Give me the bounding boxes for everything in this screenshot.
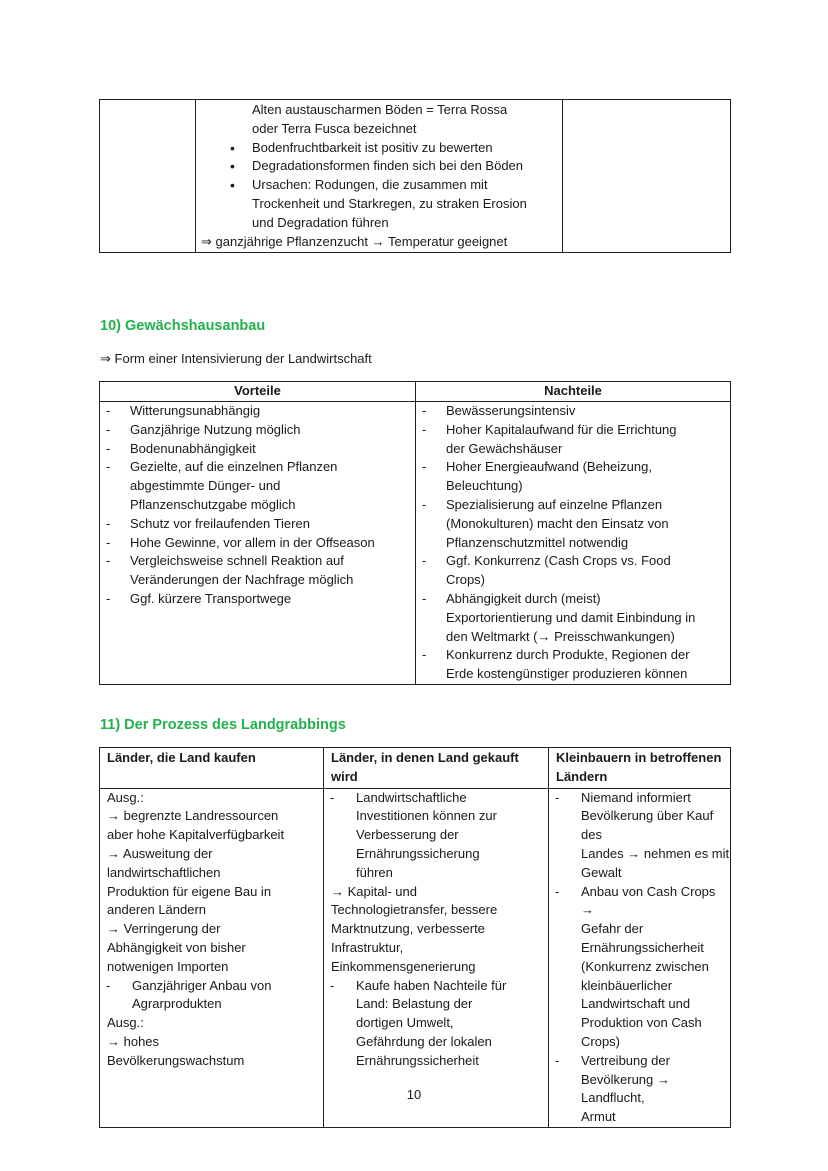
buyers-line: Produktion für eigene Bau in [107, 883, 272, 899]
list-item-line: dortigen Umwelt, [356, 1015, 454, 1031]
list-item-line: - Vergleichsweise schnell Reaktion auf [130, 553, 344, 569]
buyers-line: Ausg.: [107, 789, 144, 805]
list-item-line: - Hoher Energieaufwand (Beheizung, [446, 459, 652, 475]
buyers-line: → begrenzte Landressourcen [107, 808, 279, 824]
host-line: Einkommensgenerierung [331, 958, 476, 974]
column-header-smallholders [549, 748, 731, 789]
list-item-line: und Degradation führen [252, 214, 389, 230]
list-item [416, 496, 730, 552]
lead-line: oder Terra Fusca bezeichnet [252, 120, 417, 136]
host-dash-list-2 [324, 977, 548, 1071]
list-item-line: Gewalt [581, 864, 622, 880]
buyers-line: → Ausweitung der [107, 845, 213, 861]
list-item-line: Beleuchtung) [446, 478, 523, 494]
list-item-line: (Konkurrenz zwischen [581, 958, 709, 974]
list-item [549, 883, 730, 1052]
buyers-line: anderen Ländern [107, 902, 207, 918]
list-item-line: Pflanzenschutzmittel notwendig [446, 534, 629, 550]
list-item [196, 157, 562, 176]
list-item-line: • Degradationsformen finden sich bei den Böden [252, 158, 524, 174]
list-item-line: führen [356, 864, 393, 880]
smallholders-cell [549, 788, 731, 1127]
host-line: Technologietransfer, bessere [331, 902, 498, 918]
host-line: → Kapital- und [331, 883, 417, 899]
list-item [100, 458, 415, 514]
column-header-nachteile: Nachteile [416, 382, 731, 402]
list-item-line: - Ggf. Konkurrenz (Cash Crops vs. Food [446, 553, 671, 569]
conclusion-text: ganzjährige Pflanzenzucht → Temperatur geeignet [215, 233, 508, 249]
buyers-text [100, 789, 323, 977]
list-item-line: - Vertreibung der [581, 1052, 670, 1068]
list-item [416, 552, 730, 590]
nachteile-cell [416, 402, 731, 685]
list-item-line: der Gewächshäuser [446, 440, 563, 456]
table-landgrabbing [99, 747, 731, 1128]
list-item-line: - Hohe Gewinne, vor allem in der Offseason [130, 534, 375, 550]
conclusion-line [196, 233, 562, 252]
list-item-line: Agrarprodukten [132, 996, 222, 1012]
list-item-line: den Weltmarkt (→ Preisschwankungen) [446, 628, 675, 644]
buyers-tail-line: Ausg.: [107, 1015, 144, 1031]
list-item-line: Bevölkerung über Kauf des [581, 808, 714, 843]
list-item-line: - Witterungsunabhängig [130, 403, 261, 418]
list-item-line: Armut [581, 1109, 616, 1125]
list-item-line: Ernährungssicherheit [581, 939, 704, 955]
list-item-line: Ernährungssicherheit [356, 1052, 479, 1068]
nachteile-list [416, 402, 730, 684]
list-item-line: - Bodenunabhängigkeit [130, 440, 256, 456]
list-item-line: Exportorientierung und damit Einbindung in [446, 609, 696, 625]
list-item-line: - Kaufe haben Nachteile für [356, 977, 507, 993]
list-item-line: Gefährdung der lokalen [356, 1033, 492, 1049]
list-item-line: - Anbau von Cash Crops → [581, 883, 716, 918]
list-item [100, 515, 415, 534]
buyers-tail-text [100, 1014, 323, 1070]
list-item-line: Gefahr der [581, 921, 644, 937]
list-item-line: Veränderungen der Nachfrage möglich [130, 572, 354, 588]
list-item [324, 789, 548, 883]
list-item-line: - Konkurrenz durch Produkte, Regionen der [446, 647, 690, 663]
list-item-line: - Bewässerungsintensiv [446, 403, 576, 418]
buyers-line: landwirtschaftlichen [107, 864, 221, 880]
buyers-line: Abhängigkeit von bisher [107, 939, 246, 955]
list-item-line: • Bodenfruchtbarkeit ist positiv zu bewerten [252, 139, 493, 155]
page-number: 10 [406, 1087, 422, 1102]
section-heading-10: 10) Gewächshausanbau [100, 318, 266, 334]
list-item-line: - Gezielte, auf die einzelnen Pflanzen [130, 459, 338, 475]
host-line: Marktnutzung, verbesserte [331, 921, 485, 937]
table-cell-right [563, 100, 731, 253]
list-item [100, 402, 415, 421]
list-item-line: Landwirtschaft und [581, 996, 691, 1012]
list-item-line: - Ganzjähriger Anbau von [132, 977, 272, 993]
list-item-line: - Niemand informiert [581, 789, 691, 805]
list-item-line: abgestimmte Dünger- und [130, 478, 281, 494]
list-item-line: - Spezialisierung auf einzelne Pflanzen [446, 496, 663, 512]
column-header-host-countries [324, 748, 549, 789]
list-item-line: Crops) [581, 1033, 621, 1049]
list-item [196, 176, 562, 232]
table-cell-left [100, 100, 196, 253]
list-item-line: Verbesserung der [356, 827, 459, 843]
vorteile-list [100, 402, 415, 609]
list-item-line: - Abhängigkeit durch (meist) [446, 590, 601, 606]
buyers-tail-line: Bevölkerungswachstum [107, 1052, 245, 1068]
lead-line: Alten austauscharmen Böden = Terra Rossa [252, 102, 508, 117]
buyers-line: notwenigen Importen [107, 958, 229, 974]
list-item [100, 440, 415, 459]
list-item [196, 139, 562, 158]
section-heading-11: 11) Der Prozess des Landgrabbings [100, 717, 346, 733]
list-item-line: Land: Belastung der [356, 996, 473, 1012]
list-item-line: Crops) [446, 572, 486, 588]
buyers-cell [100, 788, 324, 1127]
host-countries-cell [324, 788, 549, 1127]
list-item [416, 646, 730, 684]
list-item-line: Erde kostengünstiger produzieren können [446, 666, 688, 682]
list-item-line: - Ggf. kürzere Transportwege [130, 590, 292, 606]
list-item-line: - Schutz vor freilaufenden Tieren [130, 515, 310, 531]
list-item [100, 552, 415, 590]
list-item-line: Produktion von Cash [581, 1015, 702, 1031]
header-line: Länder, in denen Land gekauft [331, 750, 519, 765]
bullet-list [196, 139, 562, 233]
buyers-dash-list [100, 977, 323, 1015]
header-line: Ländern [556, 768, 608, 784]
list-item-line: (Monokulturen) macht den Einsatz von [446, 515, 669, 531]
list-item-line: Landes → nehmen es mit [581, 845, 730, 861]
list-item-line: Trockenheit und Starkregen, zu straken Erosion [252, 195, 527, 211]
list-item [416, 402, 730, 421]
smallholders-dash-list [549, 789, 730, 1127]
section-intro-10 [100, 351, 372, 367]
vorteile-cell [100, 402, 416, 685]
buyers-tail-line: → hohes [107, 1033, 160, 1049]
host-line: Infrastruktur, [331, 939, 404, 955]
list-item [324, 977, 548, 1071]
list-item [100, 421, 415, 440]
table-cell-middle [196, 100, 563, 253]
list-item [416, 421, 730, 459]
lead-text [196, 101, 562, 139]
table-greenhouse [99, 381, 731, 685]
implies-arrow: ⇒ [201, 233, 212, 249]
header-line: wird [331, 768, 358, 784]
list-item-line: Investitionen können zur [356, 808, 497, 824]
list-item-line: Ernährungssicherung [356, 845, 480, 861]
intro-text: Form einer Intensivierung der Landwirtschaft [114, 351, 372, 366]
header-line: Kleinbauern in betroffenen [556, 750, 722, 765]
list-item-line: - Landwirtschaftliche [356, 789, 467, 805]
list-item-line: Pflanzenschutzgabe möglich [130, 496, 296, 512]
list-item-line: - Hoher Kapitalaufwand für die Errichtung [446, 421, 677, 437]
list-item [416, 590, 730, 646]
column-header-vorteile: Vorteile [100, 382, 416, 402]
header-text: Länder, die Land kaufen [107, 750, 256, 765]
table-soil-continuation [99, 99, 731, 253]
list-item [100, 590, 415, 609]
implies-arrow: ⇒ [100, 351, 111, 366]
list-item-line: Bevölkerung → Landflucht, [581, 1071, 670, 1106]
column-header-buyers [100, 748, 324, 789]
list-item [100, 977, 323, 1015]
buyers-line: aber hohe Kapitalverfügbarkeit [107, 827, 285, 843]
list-item [100, 534, 415, 553]
host-text [324, 883, 548, 977]
list-item-line: kleinbäuerlicher [581, 977, 673, 993]
host-dash-list-1 [324, 789, 548, 883]
list-item [416, 458, 730, 496]
buyers-line: → Verringerung der [107, 921, 221, 937]
list-item-line: - Ganzjährige Nutzung möglich [130, 421, 301, 437]
list-item [549, 789, 730, 883]
list-item-line: • Ursachen: Rodungen, die zusammen mit [252, 177, 488, 193]
